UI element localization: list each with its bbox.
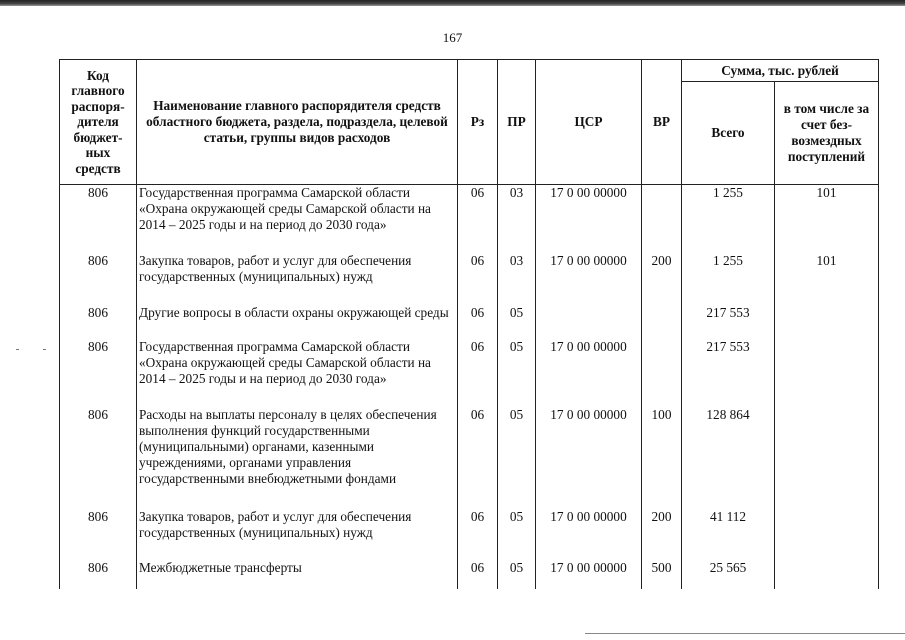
cell-csr: 17 0 00 00000 [536, 253, 642, 305]
scan-speck [16, 349, 19, 350]
cell-rz: 06 [458, 253, 498, 305]
cell-vr: 100 [642, 407, 682, 509]
cell-pr: 05 [498, 407, 536, 509]
scan-speck [43, 349, 46, 350]
table-row [60, 339, 879, 407]
table-header [60, 60, 879, 185]
cell-pr: 05 [498, 339, 536, 407]
header-code: Код главного распоря-дителя бюджет-ных средств [60, 60, 137, 185]
cell-rz: 06 [458, 407, 498, 509]
cell-pr: 05 [498, 560, 536, 590]
table-body [60, 185, 879, 590]
cell-vr: 200 [642, 253, 682, 305]
cell-code: 806 [60, 560, 137, 590]
table-row [60, 407, 879, 509]
cell-pr: 03 [498, 253, 536, 305]
cell-free: 101 [775, 185, 879, 253]
cell-name: Межбюджетные трансферты [137, 560, 458, 590]
cell-total: 217 553 [682, 339, 775, 407]
scan-bottom-edge [585, 633, 905, 634]
scan-top-edge [0, 0, 905, 6]
cell-name: Закупка товаров, работ и услуг для обеспечения государственных (муниципальных) нужд [137, 509, 458, 560]
cell-vr: 500 [642, 560, 682, 590]
page-number: 167 [442, 30, 463, 45]
cell-free [775, 407, 879, 509]
cell-name: Другие вопросы в области охраны окружающей среды [137, 305, 458, 339]
header-vr: ВР [642, 60, 682, 185]
cell-name: Государственная программа Самарской области «Охрана окружающей среды Самарской области на 2014 – 2025 годы и на период до 2030 года» [137, 339, 458, 407]
cell-pr: 03 [498, 185, 536, 253]
budget-table [59, 59, 879, 590]
cell-code: 806 [60, 253, 137, 305]
table-row [60, 185, 879, 253]
cell-total: 1 255 [682, 253, 775, 305]
cell-code: 806 [60, 185, 137, 253]
cell-vr: 200 [642, 509, 682, 560]
cell-rz: 06 [458, 509, 498, 560]
cell-pr: 05 [498, 305, 536, 339]
cell-rz: 06 [458, 305, 498, 339]
header-pr: ПР [498, 60, 536, 185]
cell-csr: 17 0 00 00000 [536, 407, 642, 509]
cell-total: 41 112 [682, 509, 775, 560]
cell-csr: 17 0 00 00000 [536, 509, 642, 560]
cell-csr: 17 0 00 00000 [536, 339, 642, 407]
cell-vr [642, 305, 682, 339]
header-free: в том числе за счет без-возмездных поступлений [775, 82, 879, 185]
cell-code: 806 [60, 305, 137, 339]
cell-free [775, 560, 879, 590]
cell-free [775, 305, 879, 339]
cell-name: Закупка товаров, работ и услуг для обеспечения государственных (муниципальных) нужд [137, 253, 458, 305]
cell-csr: 17 0 00 00000 [536, 185, 642, 253]
header-total: Всего [682, 82, 775, 185]
cell-total: 25 565 [682, 560, 775, 590]
cell-name: Расходы на выплаты персоналу в целях обеспечения выполнения функций государственными (муниципальными) органами, казенными учреждениями, органами управления государственными внебюджетными фондами [137, 407, 458, 509]
cell-name: Государственная программа Самарской области «Охрана окружающей среды Самарской области на 2014 – 2025 годы и на период до 2030 года» [137, 185, 458, 253]
cell-vr [642, 185, 682, 253]
cell-free [775, 339, 879, 407]
table-row [60, 305, 879, 339]
cell-vr [642, 339, 682, 407]
header-name: Наименование главного распорядителя средств областного бюджета, раздела, подраздела, целевой статьи, группы видов расходов [137, 60, 458, 185]
cell-free: 101 [775, 253, 879, 305]
cell-csr [536, 305, 642, 339]
table-row [60, 253, 879, 305]
cell-rz: 06 [458, 339, 498, 407]
header-rz: Рз [458, 60, 498, 185]
header-sum-group: Сумма, тыс. рублей [682, 60, 879, 82]
cell-code: 806 [60, 407, 137, 509]
cell-free [775, 509, 879, 560]
cell-pr: 05 [498, 509, 536, 560]
cell-csr: 17 0 00 00000 [536, 560, 642, 590]
cell-total: 217 553 [682, 305, 775, 339]
cell-total: 1 255 [682, 185, 775, 253]
cell-code: 806 [60, 509, 137, 560]
cell-total: 128 864 [682, 407, 775, 509]
table-row [60, 509, 879, 560]
table-row [60, 560, 879, 590]
cell-code: 806 [60, 339, 137, 407]
cell-rz: 06 [458, 185, 498, 253]
cell-rz: 06 [458, 560, 498, 590]
header-csr: ЦСР [536, 60, 642, 185]
